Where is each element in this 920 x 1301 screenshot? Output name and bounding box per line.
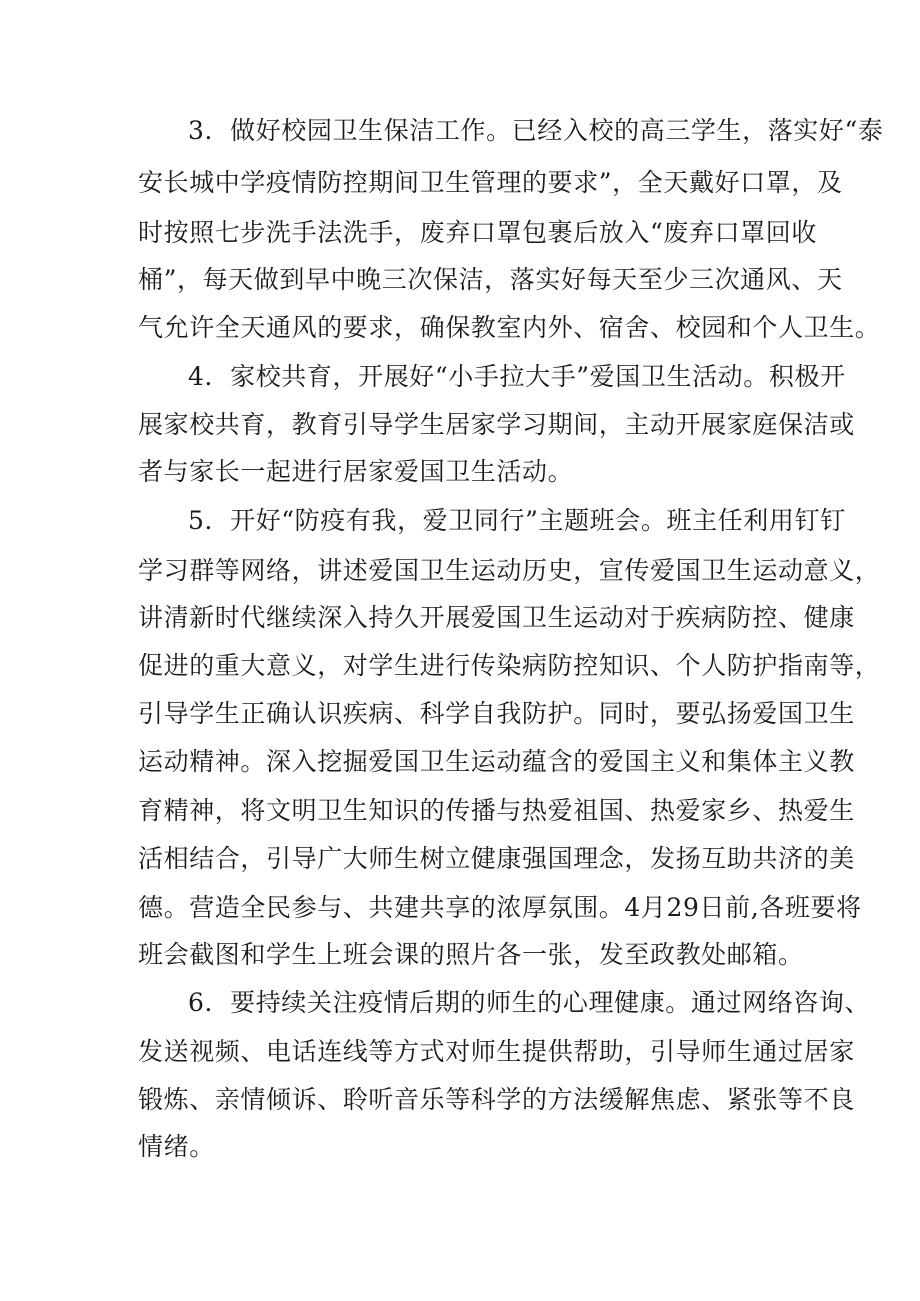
paragraph-line: 4．家校共育，开展好“小手拉大手”爱国卫生活动。积极开 bbox=[188, 362, 846, 391]
paragraph-line: 德。营造全民参与、共建共享的浓厚氛围。4月29日前,各班要将 bbox=[138, 893, 862, 922]
paragraph-line: 运动精神。深入挖掘爱国卫生运动蕴含的爱国主义和集体主义教 bbox=[138, 747, 855, 776]
paragraph-line: 安长城中学疫情防控期间卫生管理的要求”，全天戴好口罩，及 bbox=[138, 168, 843, 197]
paragraph-line: 展家校共育，教育引导学生居家学习期间，主动开展家庭保洁或 bbox=[138, 410, 855, 439]
paragraph-line: 促进的重大意义，对学生进行传染病防控知识、个人防护指南等， bbox=[138, 651, 881, 680]
paragraph-line: 活相结合，引导广大师生树立健康强国理念，发扬互助共济的美 bbox=[138, 844, 855, 873]
paragraph-line: 情绪。 bbox=[138, 1132, 215, 1161]
paragraph-line: 锻炼、亲情倾诉、聆听音乐等科学的方法缓解焦虑、紧张等不良 bbox=[138, 1085, 855, 1114]
paragraph-line: 学习群等网络，讲述爱国卫生运动历史，宣传爱国卫生运动意义， bbox=[138, 556, 881, 585]
paragraph-line: 者与家长一起进行居家爱国卫生活动。 bbox=[138, 457, 574, 486]
paragraph-line: 3．做好校园卫生保洁工作。已经入校的高三学生，落实好“泰 bbox=[188, 116, 884, 145]
paragraph-line: 5．开好“防疫有我，爱卫同行”主题班会。班主任利用钉钉 bbox=[188, 506, 846, 535]
paragraph-line: 班会截图和学生上班会课的照片各一张，发至政教处邮箱。 bbox=[138, 940, 804, 969]
paragraph-line: 发送视频、电话连线等方式对师生提供帮助，引导师生通过居家 bbox=[138, 1037, 855, 1066]
paragraph-line: 6．要持续关注疫情后期的师生的心理健康。通过网络咨询、 bbox=[188, 988, 871, 1017]
paragraph-line: 引导学生正确认识疾病、科学自我防护。同时，要弘扬爱国卫生 bbox=[138, 699, 855, 728]
paragraph-line: 桶”，每天做到早中晚三次保洁，落实好每天至少三次通风、天 bbox=[138, 265, 843, 294]
paragraph-line: 育精神，将文明卫生知识的传播与热爱祖国、热爱家乡、热爱生 bbox=[138, 796, 855, 825]
paragraph-line: 气允许全天通风的要求，确保教室内外、宿舍、校园和个人卫生。 bbox=[138, 313, 881, 342]
paragraph-line: 时按照七步洗手法洗手，废弃口罩包裹后放入“废弃口罩回收 bbox=[138, 218, 817, 247]
paragraph-line: 讲清新时代继续深入持久开展爱国卫生运动对于疾病防控、健康 bbox=[138, 603, 855, 632]
